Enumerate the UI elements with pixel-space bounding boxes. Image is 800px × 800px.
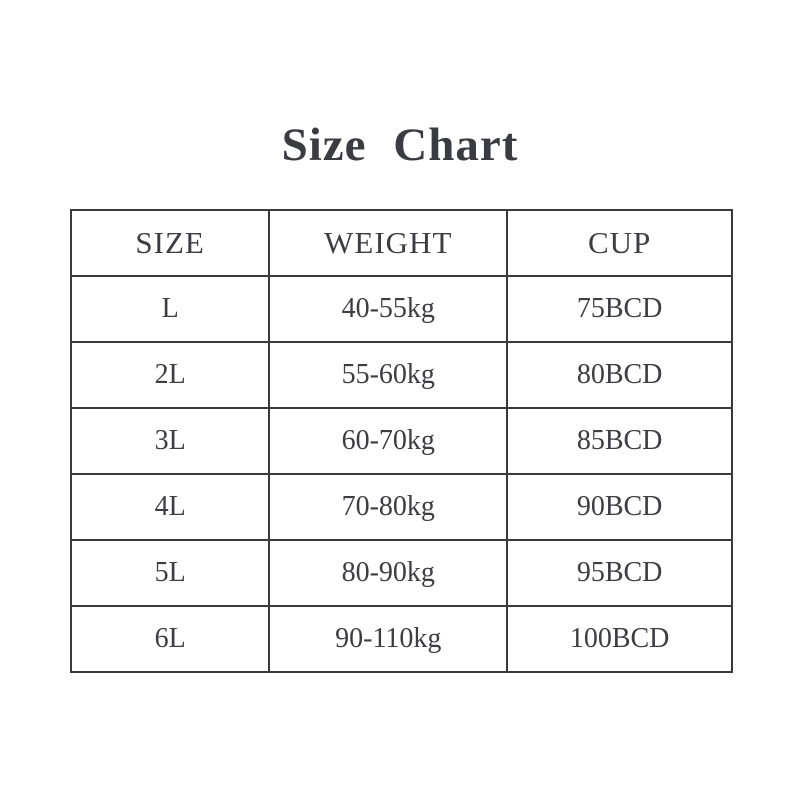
cell-size: 5L <box>71 540 269 606</box>
cell-cup: 85BCD <box>507 408 732 474</box>
table-header <box>71 210 732 276</box>
table-row <box>71 408 732 474</box>
cell-size: 2L <box>71 342 269 408</box>
column-header-weight: WEIGHT <box>269 210 507 276</box>
table-row <box>71 342 732 408</box>
cell-weight: 90-110kg <box>269 606 507 672</box>
size-chart-table <box>70 209 733 673</box>
cell-cup: 95BCD <box>507 540 732 606</box>
cell-cup: 100BCD <box>507 606 732 672</box>
cell-size: 3L <box>71 408 269 474</box>
cell-size: L <box>71 276 269 342</box>
table-row <box>71 474 732 540</box>
table-row <box>71 540 732 606</box>
cell-weight: 55-60kg <box>269 342 507 408</box>
cell-weight: 60-70kg <box>269 408 507 474</box>
cell-weight: 70-80kg <box>269 474 507 540</box>
column-header-size: SIZE <box>71 210 269 276</box>
cell-cup: 80BCD <box>507 342 732 408</box>
cell-size: 4L <box>71 474 269 540</box>
cell-weight: 80-90kg <box>269 540 507 606</box>
page-title: Size Chart <box>281 119 519 171</box>
header-row <box>71 210 732 276</box>
table-body <box>71 276 732 672</box>
cell-size: 6L <box>71 606 269 672</box>
cell-weight: 40-55kg <box>269 276 507 342</box>
cell-cup: 90BCD <box>507 474 732 540</box>
table-row <box>71 276 732 342</box>
table-row <box>71 606 732 672</box>
cell-cup: 75BCD <box>507 276 732 342</box>
column-header-cup: CUP <box>507 210 732 276</box>
